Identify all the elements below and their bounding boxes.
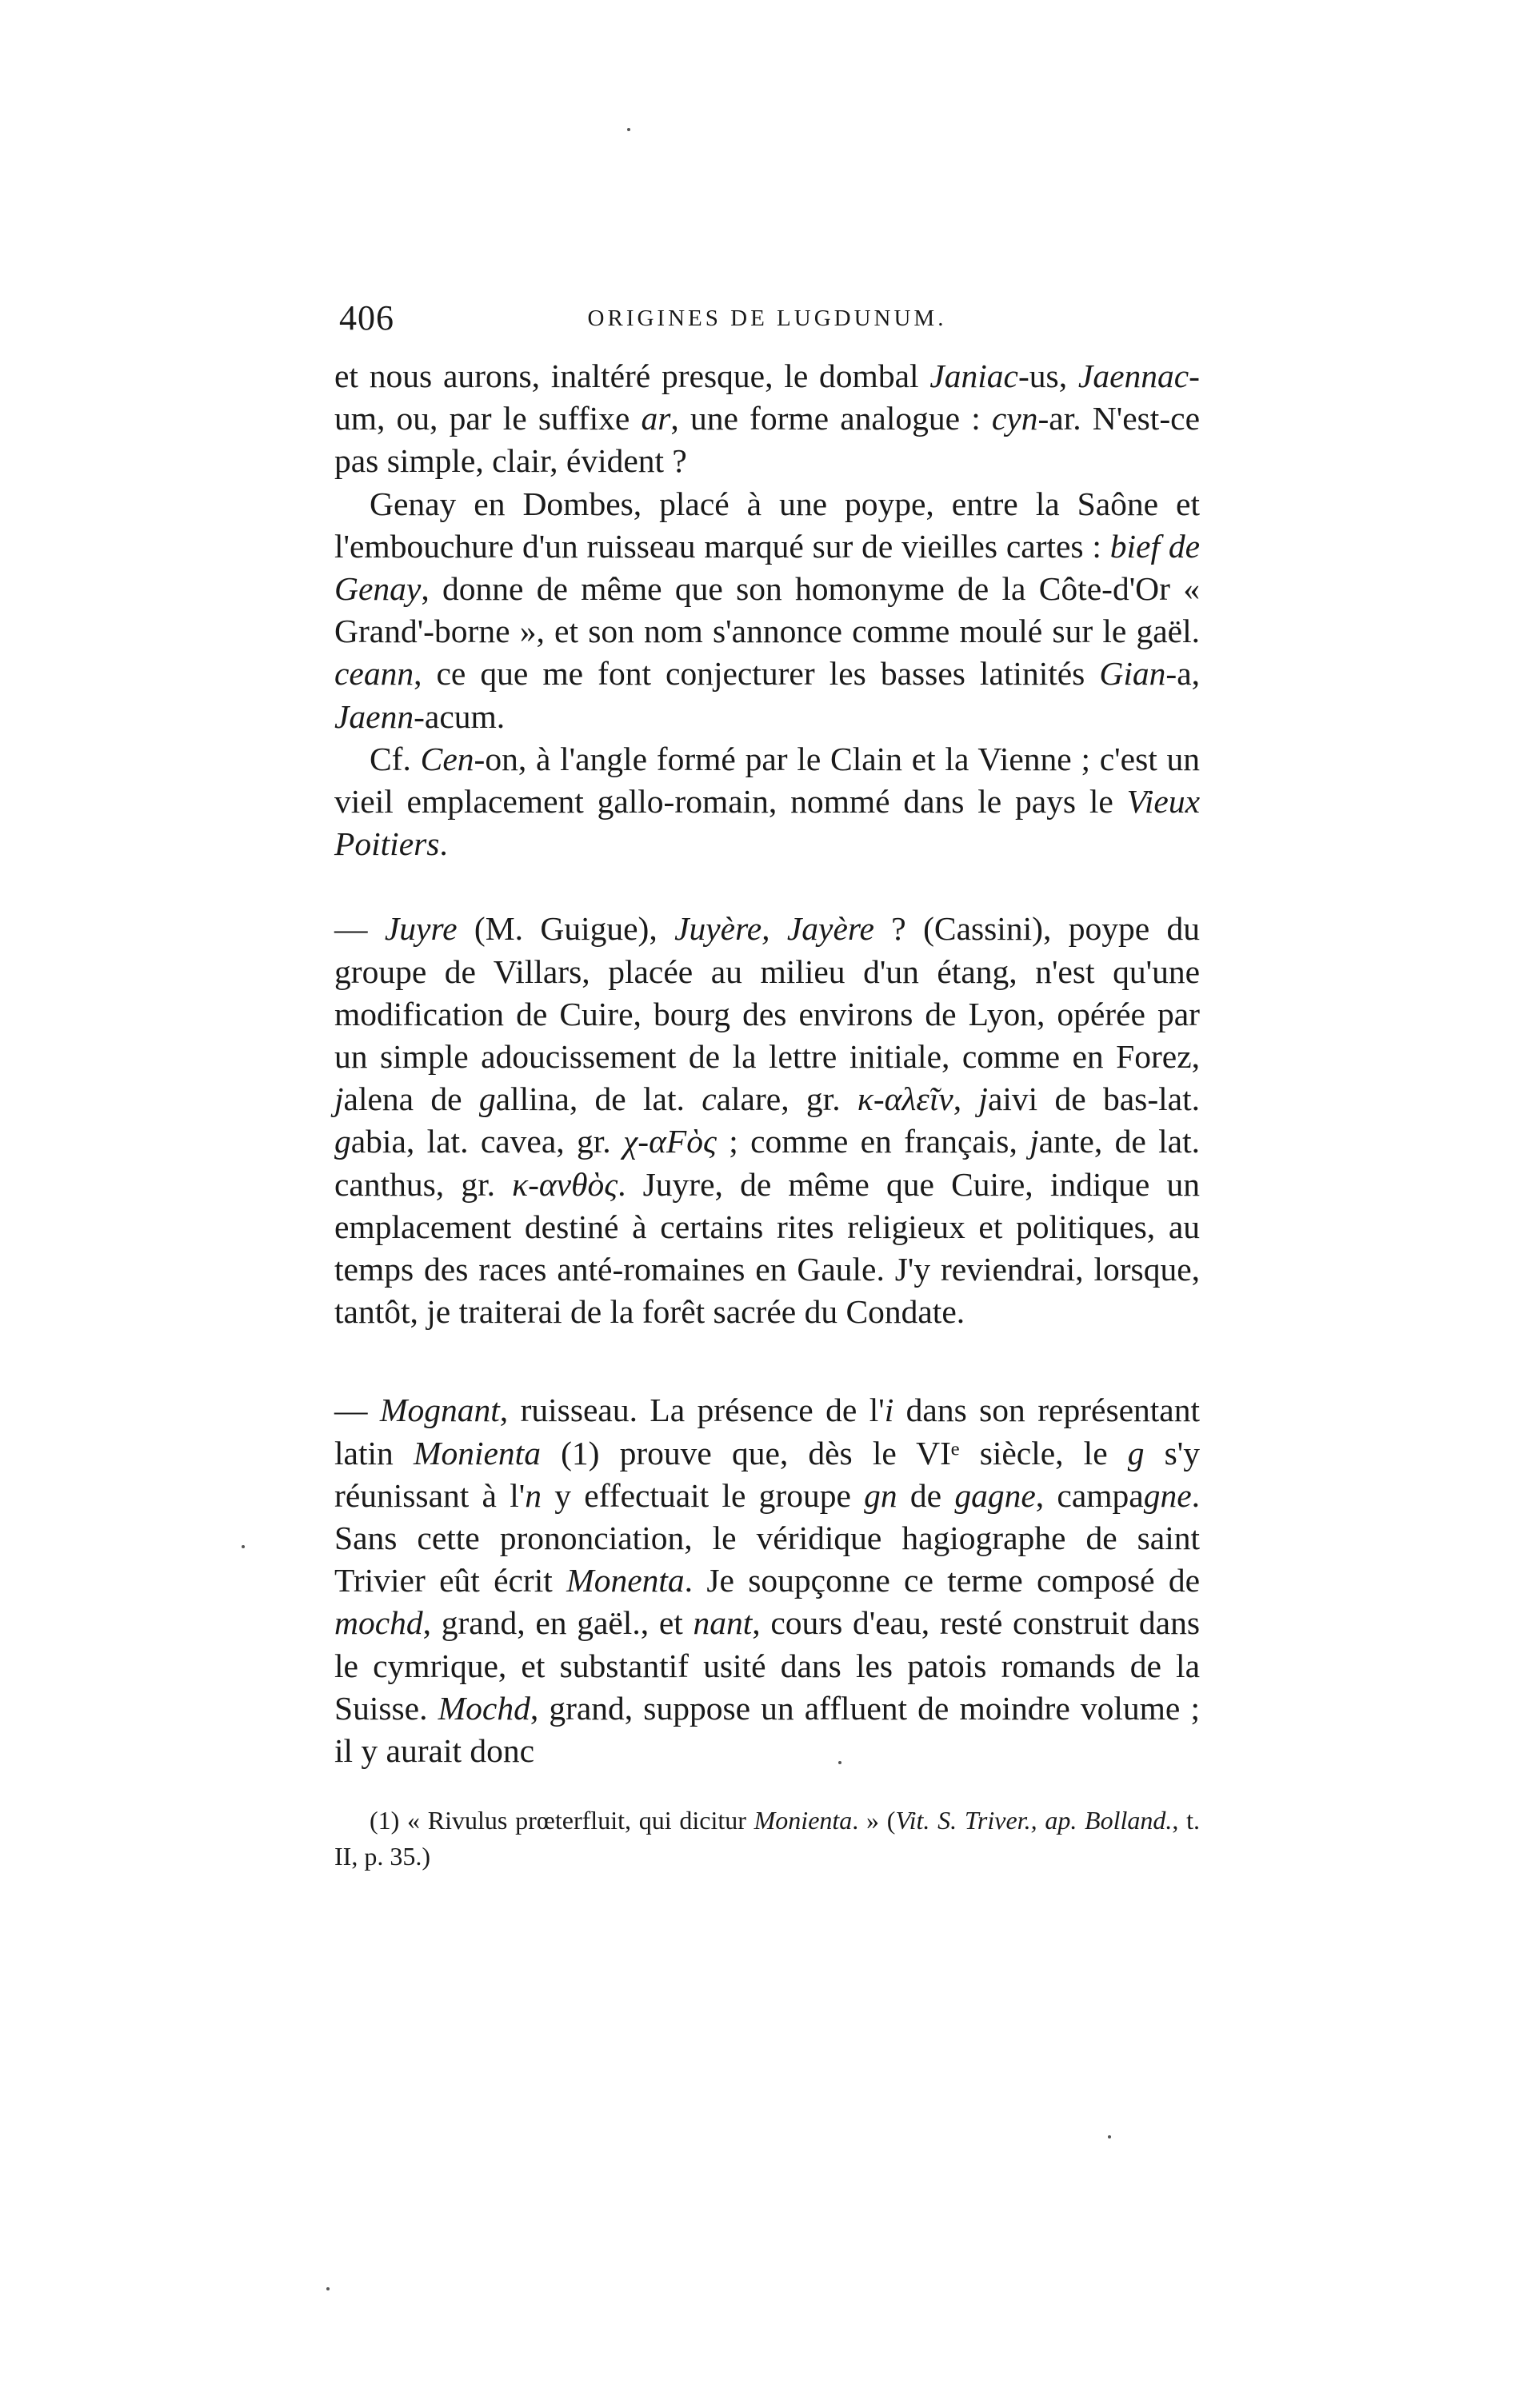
running-title: ORIGINES DE LUGDUNUM. [587, 305, 947, 331]
italic-term: gne [1143, 1476, 1192, 1514]
italic-term: cyn [991, 400, 1038, 437]
italic-term: g [478, 1080, 496, 1118]
text-run: -ar. N'est-ce pas simple, clair, évident ? [334, 400, 1200, 480]
scan-speck [627, 128, 630, 131]
scan-speck [242, 1545, 245, 1548]
italic-term: g [334, 1123, 351, 1160]
text-run: , ruisseau. La présence de l' [499, 1392, 885, 1429]
text-run: Genay en Dombes, placé à une poype, entre la Saône et l'embouchure d'un ruisseau marqué sur de vieilles cartes : [334, 485, 1200, 565]
italic-term: Vieux Poitiers [334, 783, 1200, 863]
text-run: -on, à l'angle formé par le Clain et la Vienne ; c'est un vieil emplacement gallo-romain, nommé dans le pays le [334, 740, 1201, 821]
italic-term: χ-αFὸς [623, 1123, 717, 1160]
text-run: , cours d'eau, resté construit dans le cymrique, et substantif usité dans les patois romands de la Suisse. [334, 1604, 1200, 1727]
text-run: , donne de même que son homonyme de la Côte-d'Or « Grand'-borne », et son nom s'annonce comme moulé sur le gaël. [334, 570, 1200, 650]
italic-term: ceann [334, 655, 414, 693]
text-run: allina, de lat. [495, 1080, 702, 1118]
text-run: (M. Guigue), [457, 910, 675, 948]
italic-term: bief de Genay [334, 527, 1200, 608]
text-run: -us, [1017, 357, 1078, 394]
text-run: , ce que me font conjecturer les basses latinités [414, 655, 1100, 693]
footnote [334, 1803, 1200, 1875]
italic-term: Monienta [413, 1434, 541, 1472]
italic-term: j [978, 1080, 988, 1118]
body-text [334, 355, 1200, 1772]
italic-term: Janiac [929, 357, 1018, 394]
text-run: alare, gr. [716, 1080, 857, 1118]
text-run: s'y réunissant à l' [334, 1434, 1200, 1514]
text-run: — [334, 910, 385, 948]
italic-term: κ-αλεῖν [857, 1080, 953, 1118]
text-run: -um, ou, par le suffixe [334, 357, 1200, 437]
text-run: , [953, 1080, 979, 1118]
text-run: , grand, suppose un affluent de moindre volume ; il y aurait donc [334, 1689, 1200, 1770]
page-number: 406 [339, 298, 394, 337]
text-run: de [897, 1476, 955, 1514]
italic-term: n [525, 1476, 542, 1514]
italic-term: g [1127, 1434, 1145, 1472]
text-run: . Juyre, de même que Cuire, indique un emplacement destiné à certains rites religieux et politiques, au temps des races anté-romaines en Gaule. J'y reviendrai, lorsque, tantôt, je traiterai de la forêt sacrée du Condate. [334, 1165, 1200, 1331]
italic-term: Mognant [379, 1392, 500, 1429]
italic-term: Vit. S. Triver., ap. Bolland. [895, 1806, 1173, 1835]
italic-term: c [702, 1080, 717, 1118]
italic-term: Juyère, Jayère [674, 910, 874, 948]
scan-speck [1108, 2135, 1111, 2138]
text-run: (1) « Rivulus prœterfluit, qui dicitur [370, 1806, 754, 1835]
text-run: (1) prouve que, dès le VIᵉ siècle, le [540, 1434, 1128, 1472]
text-run: , une forme analogue : [670, 400, 992, 437]
scan-speck [326, 2287, 330, 2290]
text-run: , grand, en gaël., et [422, 1604, 694, 1642]
text-run: . Sans cette prononciation, le véridique hagiographe de saint Trivier eût écrit [334, 1476, 1201, 1599]
paragraph-genay [334, 483, 1200, 738]
scan-speck [838, 1761, 841, 1764]
italic-term: gagne [954, 1476, 1036, 1514]
text-run: . » ( [852, 1806, 896, 1835]
italic-term: j [334, 1080, 344, 1118]
text-run: y effectuait le groupe [541, 1476, 865, 1514]
italic-term: j [1029, 1123, 1039, 1160]
text-run: — [334, 1392, 380, 1429]
italic-term: κ-ανθὸς [512, 1165, 618, 1203]
italic-term: mochd [334, 1604, 423, 1642]
text-run: ? (Cassini), poype du groupe de Villars, placée au milieu d'un étang, n'est qu'une modification de Cuire, bourg des environs de Lyon, opérée par un simple adoucissement de la lettre initiale, comme en Forez, [334, 910, 1200, 1076]
italic-term: Monenta [566, 1562, 685, 1599]
text-run: ; comme en français, [716, 1123, 1030, 1160]
text-run: . [439, 825, 448, 863]
italic-term: gn [864, 1476, 897, 1514]
italic-term: ar [641, 400, 671, 437]
text-run: aivi de bas-lat. [987, 1080, 1200, 1118]
italic-term: nant [693, 1604, 753, 1642]
italic-term: Cen [420, 740, 474, 777]
text-run: , t. II, p. 35.) [334, 1806, 1201, 1871]
italic-term: Jaenn [334, 697, 414, 735]
text-run: . Je soupçonne ce terme composé de [684, 1562, 1200, 1599]
text-run: , campa [1035, 1476, 1144, 1514]
footnote-1 [334, 1803, 1200, 1875]
page-header [334, 298, 1200, 345]
paragraph-continuation [334, 355, 1200, 483]
paragraph-cenon [334, 738, 1200, 866]
italic-term: Gian [1099, 655, 1166, 693]
text-run: dans son représentant latin [334, 1392, 1201, 1472]
italic-term: i [884, 1392, 894, 1429]
text-run: et nous aurons, inaltéré presque, le dombal [334, 357, 930, 394]
text-run: Cf. [370, 740, 421, 777]
italic-term: Mochd [438, 1689, 530, 1727]
entry-juyre [334, 908, 1200, 1333]
italic-term: Monienta [754, 1806, 853, 1835]
entry-mognant [334, 1389, 1200, 1772]
italic-term: Juyre [384, 910, 458, 948]
italic-term: Jaennac [1077, 357, 1189, 394]
text-run: -a, [1165, 655, 1200, 693]
text-run: ante, de lat. canthus, gr. [334, 1123, 1200, 1203]
text-run: abia, lat. cavea, gr. [350, 1123, 624, 1160]
text-run: alena de [343, 1080, 479, 1118]
text-run: -acum. [414, 697, 506, 735]
